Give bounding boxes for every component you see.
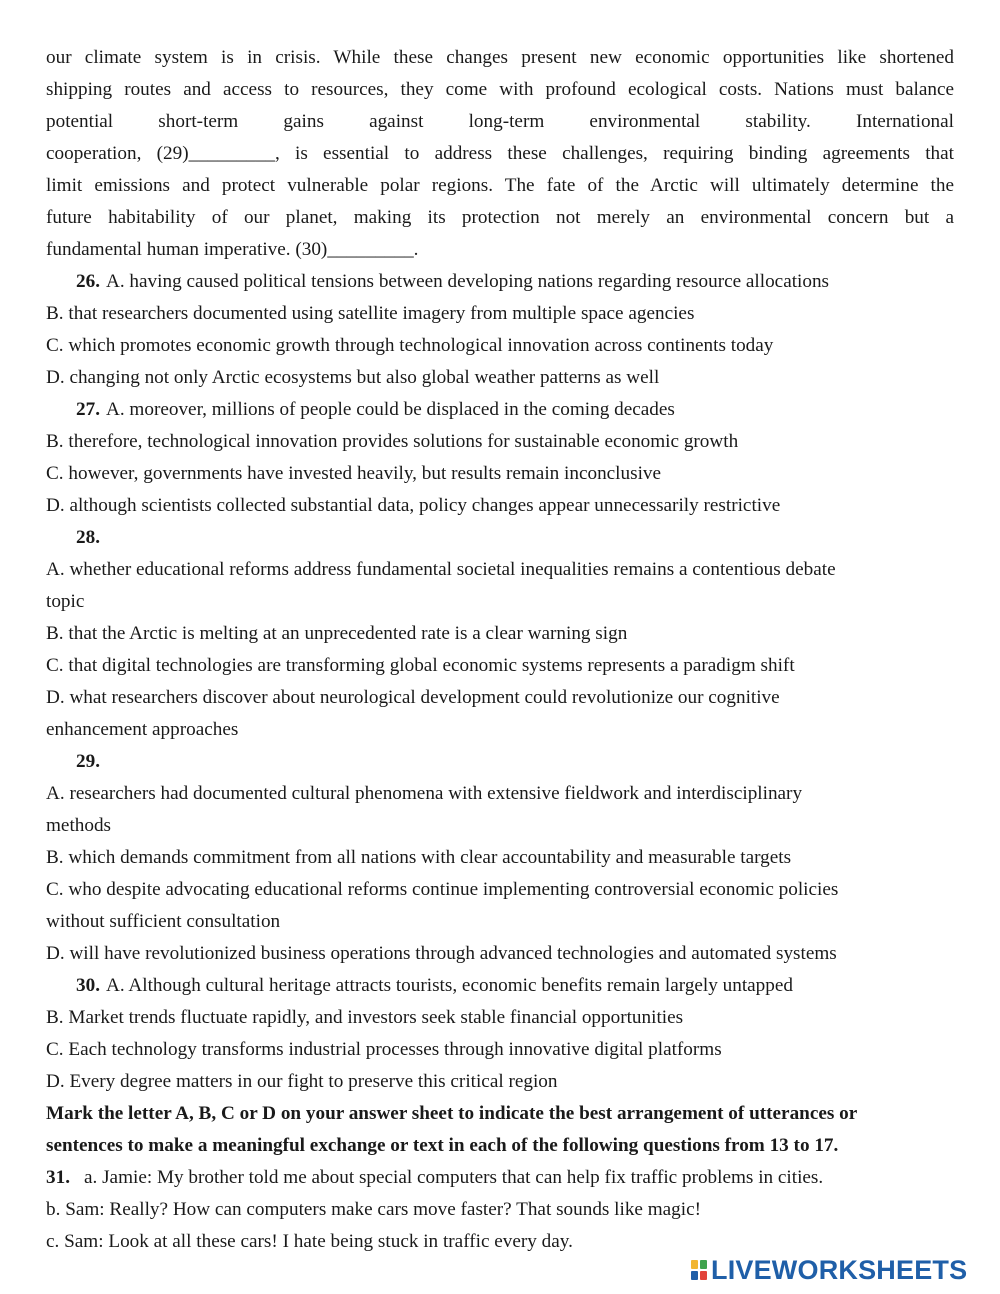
question-26-option-b: B. that researchers documented using satellite imagery from multiple space agencies bbox=[46, 303, 695, 324]
question-29-option-b: B. which demands commitment from all nations with clear accountability and measurable targets bbox=[46, 847, 792, 868]
question-27-option-c: C. however, governments have invested heavily, but results remain inconclusive bbox=[46, 463, 662, 484]
question-27-number: 27. bbox=[76, 399, 100, 420]
question-30-option-c: C. Each technology transforms industrial processes through innovative digital platforms bbox=[46, 1039, 722, 1060]
question-30-option-b: B. Market trends fluctuate rapidly, and investors seek stable financial opportunities bbox=[46, 1007, 684, 1028]
question-26-option-d: D. changing not only Arctic ecosystems but also global weather patterns as well bbox=[46, 367, 660, 388]
question-30-option-d: D. Every degree matters in our fight to preserve this critical region bbox=[46, 1071, 558, 1092]
passage-line: potential short-term gains against long-term environmental stability. International bbox=[46, 111, 954, 132]
question-31-item-a: 31. a. Jamie: My brother told me about special computers that can help fix traffic problems in cities. bbox=[46, 1167, 824, 1188]
logo-square-icon bbox=[691, 1260, 698, 1269]
question-28-option-c: C. that digital technologies are transforming global economic systems represents a paradigm shift bbox=[46, 655, 795, 676]
question-30-option-a: 30. A. Although cultural heritage attracts tourists, economic benefits remain largely untapped bbox=[76, 975, 793, 996]
instruction-line: Mark the letter A, B, C or D on your answer sheet to indicate the best arrangement of utterances or bbox=[46, 1103, 858, 1124]
question-28-option-a-cont: topic bbox=[46, 591, 85, 612]
instruction-line: sentences to make a meaningful exchange or text in each of the following questions from 13 to 17. bbox=[46, 1135, 839, 1156]
question-31-item-c: c. Sam: Look at all these cars! I hate being stuck in traffic every day. bbox=[46, 1231, 573, 1252]
question-28-option-d: D. what researchers discover about neurological development could revolutionize our cognitive bbox=[46, 687, 780, 708]
question-30-number: 30. bbox=[76, 975, 100, 996]
logo-square-icon bbox=[700, 1271, 707, 1280]
question-29-option-c: C. who despite advocating educational reforms continue implementing controversial economic policies bbox=[46, 879, 839, 900]
passage-line: fundamental human imperative. (30)_________. bbox=[46, 239, 419, 260]
passage-line: cooperation, (29)_________, is essential to address these challenges, requiring binding agreements that bbox=[46, 143, 954, 164]
logo-text: LIVEWORKSHEETS bbox=[711, 1254, 968, 1285]
question-26-option-a: 26. A. having caused political tensions between developing nations regarding resource allocations bbox=[76, 271, 830, 292]
liveworksheets-logo bbox=[690, 1254, 967, 1286]
question-27-option-d: D. although scientists collected substantial data, policy changes appear unnecessarily restrictive bbox=[46, 495, 781, 516]
logo-square-icon bbox=[691, 1271, 698, 1280]
question-29-option-a: A. researchers had documented cultural phenomena with extensive fieldwork and interdisciplinary bbox=[46, 783, 803, 804]
logo-mark-icon bbox=[690, 1259, 708, 1281]
question-31-item-b: b. Sam: Really? How can computers make cars move faster? That sounds like magic! bbox=[46, 1199, 702, 1220]
passage-line: limit emissions and protect vulnerable polar regions. The fate of the Arctic will ultimately determine the bbox=[46, 175, 954, 196]
question-28-option-a: A. whether educational reforms address fundamental societal inequalities remains a contentious debate bbox=[46, 559, 836, 580]
passage-line: our climate system is in crisis. While these changes present new economic opportunities like shortened bbox=[46, 47, 954, 68]
question-28-option-b: B. that the Arctic is melting at an unprecedented rate is a clear warning sign bbox=[46, 623, 628, 644]
question-29-number: 29. bbox=[76, 751, 100, 772]
question-28-number: 28. bbox=[76, 527, 100, 548]
question-31-number: 31. bbox=[46, 1167, 70, 1188]
question-29-option-c-cont: without sufficient consultation bbox=[46, 911, 281, 932]
question-27-option-a: 27. A. moreover, millions of people could be displaced in the coming decades bbox=[76, 399, 675, 420]
question-26-number: 26. bbox=[76, 271, 100, 292]
question-29-option-a-cont: methods bbox=[46, 815, 112, 836]
passage-line: future habitability of our planet, making its protection not merely an environmental concern but a bbox=[46, 207, 954, 228]
question-27-option-b: B. therefore, technological innovation provides solutions for sustainable economic growth bbox=[46, 431, 739, 452]
question-28-option-d-cont: enhancement approaches bbox=[46, 719, 239, 740]
logo-square-icon bbox=[700, 1260, 707, 1269]
question-29-option-d: D. will have revolutionized business operations through advanced technologies and automated systems bbox=[46, 943, 837, 964]
passage-line: shipping routes and access to resources, they come with profound ecological costs. Nations must balance bbox=[46, 79, 954, 100]
question-26-option-c: C. which promotes economic growth through technological innovation across continents today bbox=[46, 335, 774, 356]
